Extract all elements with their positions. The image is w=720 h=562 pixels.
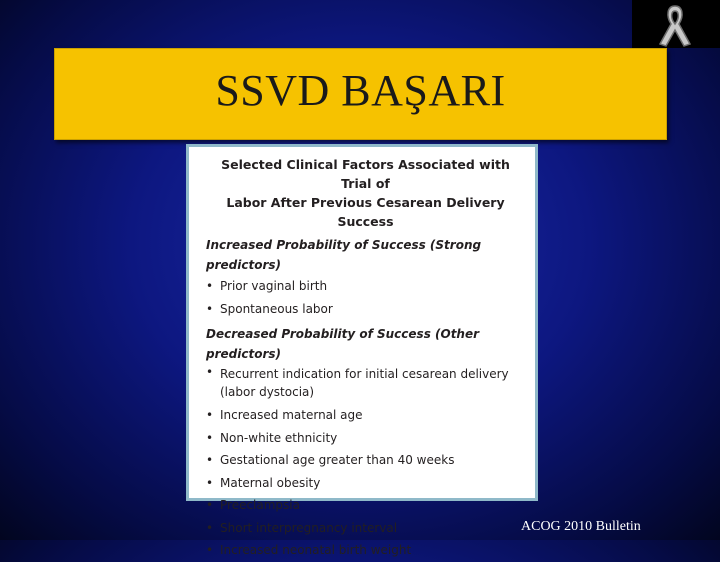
list-item: • Maternal obesity <box>206 472 525 495</box>
list-item-line1: Recurrent indication for initial cesarean delivery <box>220 367 509 381</box>
list-item: • Gestational age greater than 40 weeks <box>206 449 525 472</box>
slide-title: SSVD BAŞARI <box>215 65 506 115</box>
list-item: • Increased maternal age <box>206 404 525 427</box>
increased-probability-heading: Increased Probability of Success (Strong predictors) <box>206 238 482 272</box>
list-item: • Increased neonatal birth weight <box>206 539 525 562</box>
panel-title-line2: Labor After Previous Cesarean Delivery Success <box>226 195 505 229</box>
increased-probability-list <box>206 275 525 320</box>
decreased-probability-heading: Decreased Probability of Success (Other predictors) <box>206 327 480 361</box>
list-item: • Non-white ethnicity <box>206 427 525 450</box>
clinical-factors-panel <box>186 144 538 557</box>
source-citation: ACOG 2010 Bulletin <box>521 519 641 534</box>
list-item: • Prior vaginal birth <box>206 275 525 298</box>
ribbon-logo-box <box>632 0 720 48</box>
list-item-line2: (labor dystocia) <box>220 384 315 399</box>
title-bar <box>54 48 667 140</box>
list-item: • Spontaneous labor <box>206 298 525 321</box>
list-item: • Preeclampsia <box>206 494 525 517</box>
list-item: • Short interpregnancy interval <box>206 517 525 540</box>
awareness-ribbon-icon <box>652 2 698 48</box>
panel-title <box>206 155 525 231</box>
panel-title-line1: Selected Clinical Factors Associated with Trial of <box>221 157 510 191</box>
decreased-probability-list <box>206 364 525 562</box>
list-item <box>206 364 525 404</box>
